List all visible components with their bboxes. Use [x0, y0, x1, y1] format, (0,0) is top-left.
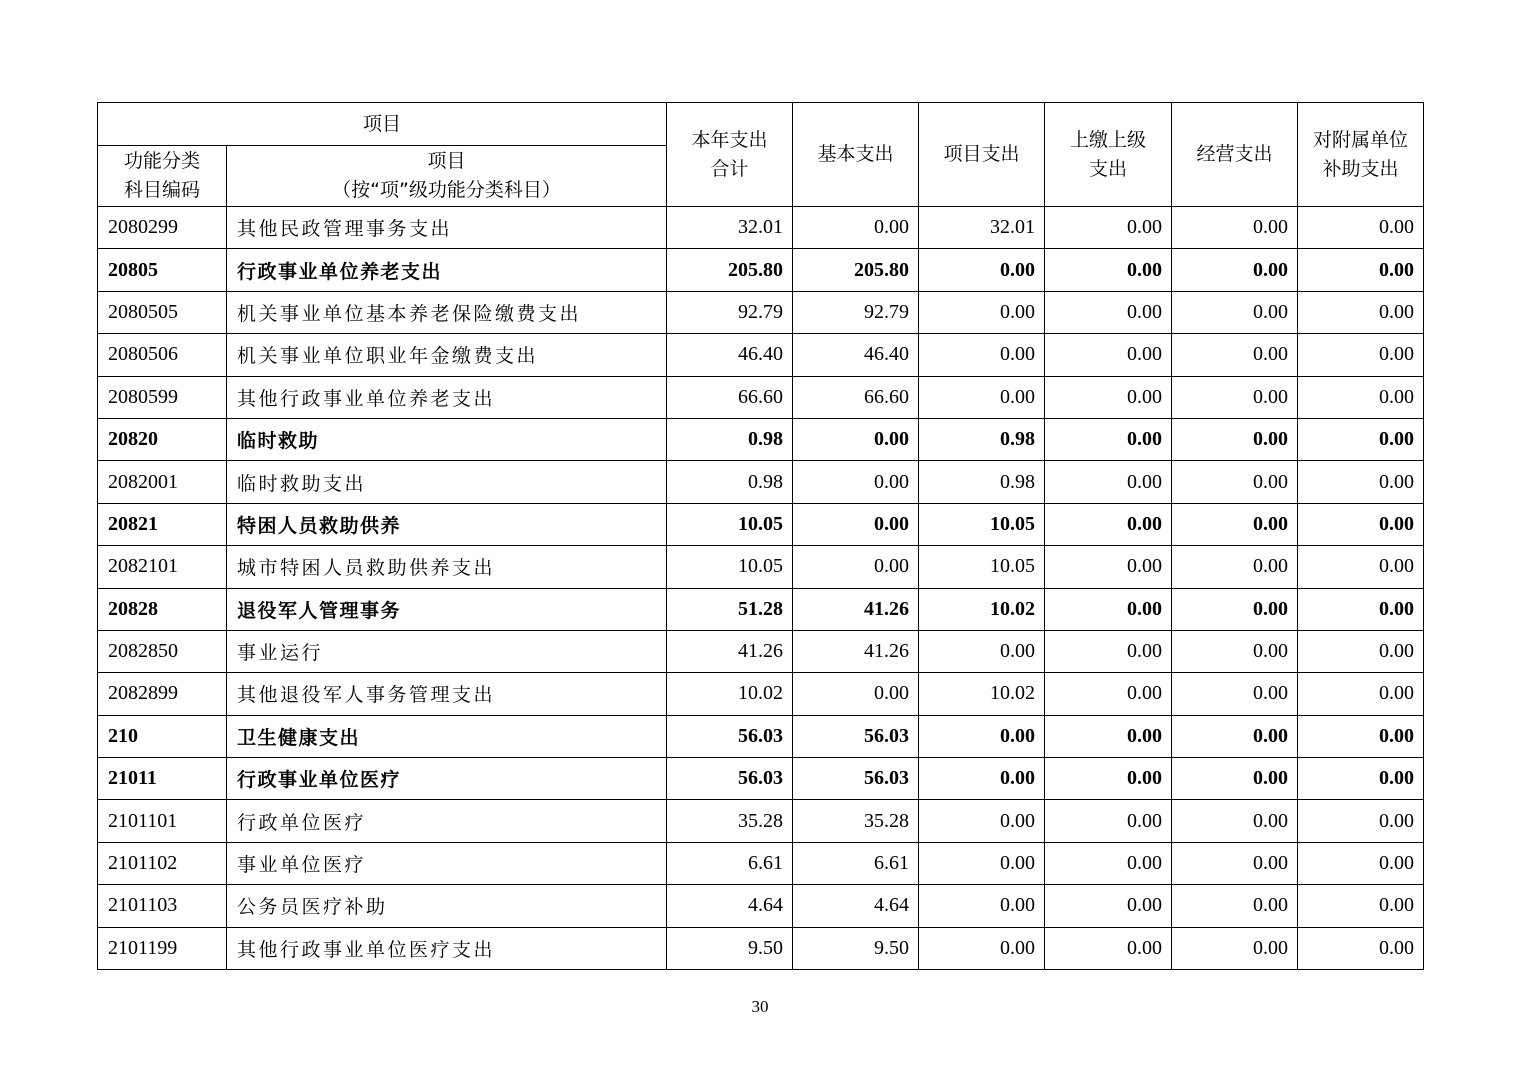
cell-code: 2101102 — [98, 842, 227, 884]
cell-code: 2082001 — [98, 461, 227, 503]
cell-basic: 4.64 — [793, 885, 919, 927]
table-header — [98, 103, 1424, 207]
header-basic: 基本支出 — [793, 103, 919, 207]
cell-subsidy: 0.00 — [1298, 376, 1424, 418]
cell-project: 32.01 — [919, 207, 1045, 249]
cell-remit: 0.00 — [1045, 249, 1172, 291]
cell-total: 4.64 — [667, 885, 793, 927]
cell-name: 机关事业单位基本养老保险缴费支出 — [227, 291, 667, 333]
cell-code: 2101103 — [98, 885, 227, 927]
cell-remit: 0.00 — [1045, 461, 1172, 503]
cell-basic: 6.61 — [793, 842, 919, 884]
cell-total: 35.28 — [667, 800, 793, 842]
header-name: 项目 （按“项”级功能分类科目） — [227, 146, 667, 207]
cell-operating: 0.00 — [1172, 673, 1298, 715]
cell-name: 事业单位医疗 — [227, 842, 667, 884]
cell-project: 0.00 — [919, 715, 1045, 757]
cell-project: 0.00 — [919, 800, 1045, 842]
cell-basic: 9.50 — [793, 927, 919, 969]
table-row — [98, 249, 1424, 291]
cell-subsidy: 0.00 — [1298, 291, 1424, 333]
cell-name: 其他退役军人事务管理支出 — [227, 673, 667, 715]
table-row — [98, 885, 1424, 927]
table-row — [98, 800, 1424, 842]
cell-project: 10.02 — [919, 588, 1045, 630]
cell-remit: 0.00 — [1045, 503, 1172, 545]
cell-name: 其他行政事业单位医疗支出 — [227, 927, 667, 969]
table-row — [98, 630, 1424, 672]
cell-name: 临时救助支出 — [227, 461, 667, 503]
cell-project: 0.00 — [919, 249, 1045, 291]
cell-operating: 0.00 — [1172, 588, 1298, 630]
cell-project: 0.00 — [919, 630, 1045, 672]
table-row — [98, 376, 1424, 418]
cell-code: 20820 — [98, 418, 227, 460]
cell-operating: 0.00 — [1172, 503, 1298, 545]
cell-operating: 0.00 — [1172, 291, 1298, 333]
cell-name: 行政事业单位医疗 — [227, 758, 667, 800]
cell-remit: 0.00 — [1045, 758, 1172, 800]
table-row — [98, 927, 1424, 969]
table-row — [98, 503, 1424, 545]
cell-basic: 0.00 — [793, 503, 919, 545]
cell-operating: 0.00 — [1172, 249, 1298, 291]
cell-remit: 0.00 — [1045, 630, 1172, 672]
table-row — [98, 673, 1424, 715]
cell-subsidy: 0.00 — [1298, 418, 1424, 460]
cell-total: 0.98 — [667, 418, 793, 460]
header-total: 本年支出 合计 — [667, 103, 793, 207]
header-project: 项目支出 — [919, 103, 1045, 207]
cell-operating: 0.00 — [1172, 376, 1298, 418]
cell-remit: 0.00 — [1045, 842, 1172, 884]
cell-remit: 0.00 — [1045, 207, 1172, 249]
cell-code: 2080299 — [98, 207, 227, 249]
cell-name: 其他民政管理事务支出 — [227, 207, 667, 249]
cell-project: 0.00 — [919, 927, 1045, 969]
table-row — [98, 758, 1424, 800]
cell-subsidy: 0.00 — [1298, 588, 1424, 630]
cell-total: 56.03 — [667, 758, 793, 800]
cell-basic: 0.00 — [793, 207, 919, 249]
cell-name: 特困人员救助供养 — [227, 503, 667, 545]
expenditure-table-container — [97, 102, 1423, 970]
cell-subsidy: 0.00 — [1298, 673, 1424, 715]
cell-project: 0.00 — [919, 758, 1045, 800]
cell-basic: 56.03 — [793, 715, 919, 757]
table-row — [98, 291, 1424, 333]
cell-remit: 0.00 — [1045, 715, 1172, 757]
cell-project: 0.00 — [919, 842, 1045, 884]
cell-remit: 0.00 — [1045, 291, 1172, 333]
cell-project: 10.05 — [919, 546, 1045, 588]
header-operating: 经营支出 — [1172, 103, 1298, 207]
cell-name: 卫生健康支出 — [227, 715, 667, 757]
cell-name: 事业运行 — [227, 630, 667, 672]
cell-total: 9.50 — [667, 927, 793, 969]
cell-subsidy: 0.00 — [1298, 461, 1424, 503]
cell-subsidy: 0.00 — [1298, 334, 1424, 376]
cell-code: 2101199 — [98, 927, 227, 969]
cell-code: 2080599 — [98, 376, 227, 418]
cell-remit: 0.00 — [1045, 546, 1172, 588]
cell-code: 2082899 — [98, 673, 227, 715]
cell-total: 10.05 — [667, 503, 793, 545]
cell-total: 56.03 — [667, 715, 793, 757]
cell-code: 2080505 — [98, 291, 227, 333]
cell-operating: 0.00 — [1172, 758, 1298, 800]
cell-remit: 0.00 — [1045, 418, 1172, 460]
cell-name: 其他行政事业单位养老支出 — [227, 376, 667, 418]
cell-remit: 0.00 — [1045, 927, 1172, 969]
cell-operating: 0.00 — [1172, 461, 1298, 503]
cell-code: 2082101 — [98, 546, 227, 588]
cell-total: 205.80 — [667, 249, 793, 291]
cell-basic: 56.03 — [793, 758, 919, 800]
table-row — [98, 588, 1424, 630]
header-row-group — [98, 103, 1424, 146]
cell-operating: 0.00 — [1172, 885, 1298, 927]
cell-code: 2082850 — [98, 630, 227, 672]
cell-subsidy: 0.00 — [1298, 503, 1424, 545]
cell-name: 退役军人管理事务 — [227, 588, 667, 630]
cell-name: 机关事业单位职业年金缴费支出 — [227, 334, 667, 376]
cell-operating: 0.00 — [1172, 418, 1298, 460]
cell-remit: 0.00 — [1045, 588, 1172, 630]
cell-operating: 0.00 — [1172, 927, 1298, 969]
cell-subsidy: 0.00 — [1298, 800, 1424, 842]
cell-name: 行政单位医疗 — [227, 800, 667, 842]
cell-operating: 0.00 — [1172, 715, 1298, 757]
cell-project: 0.00 — [919, 376, 1045, 418]
cell-operating: 0.00 — [1172, 630, 1298, 672]
cell-code: 2080506 — [98, 334, 227, 376]
header-remit: 上缴上级 支出 — [1045, 103, 1172, 207]
cell-code: 20805 — [98, 249, 227, 291]
cell-operating: 0.00 — [1172, 800, 1298, 842]
table-row — [98, 334, 1424, 376]
cell-total: 66.60 — [667, 376, 793, 418]
cell-name: 行政事业单位养老支出 — [227, 249, 667, 291]
cell-project: 0.00 — [919, 885, 1045, 927]
cell-subsidy: 0.00 — [1298, 249, 1424, 291]
cell-total: 41.26 — [667, 630, 793, 672]
cell-total: 92.79 — [667, 291, 793, 333]
cell-project: 0.00 — [919, 291, 1045, 333]
cell-subsidy: 0.00 — [1298, 758, 1424, 800]
cell-subsidy: 0.00 — [1298, 546, 1424, 588]
cell-operating: 0.00 — [1172, 334, 1298, 376]
cell-total: 6.61 — [667, 842, 793, 884]
cell-project: 0.98 — [919, 418, 1045, 460]
cell-project: 0.98 — [919, 461, 1045, 503]
cell-basic: 0.00 — [793, 461, 919, 503]
cell-name: 临时救助 — [227, 418, 667, 460]
page-number: 30 — [751, 997, 769, 1016]
header-code: 功能分类 科目编码 — [98, 146, 227, 207]
cell-basic: 0.00 — [793, 546, 919, 588]
header-group-item: 项目 — [98, 103, 667, 146]
cell-remit: 0.00 — [1045, 800, 1172, 842]
cell-code: 210 — [98, 715, 227, 757]
table-row — [98, 842, 1424, 884]
cell-subsidy: 0.00 — [1298, 885, 1424, 927]
header-subsidy: 对附属单位 补助支出 — [1298, 103, 1424, 207]
cell-total: 10.02 — [667, 673, 793, 715]
table-row — [98, 461, 1424, 503]
cell-basic: 0.00 — [793, 673, 919, 715]
cell-subsidy: 0.00 — [1298, 715, 1424, 757]
cell-total: 32.01 — [667, 207, 793, 249]
expenditure-table — [97, 102, 1424, 970]
cell-total: 51.28 — [667, 588, 793, 630]
cell-operating: 0.00 — [1172, 546, 1298, 588]
table-row — [98, 715, 1424, 757]
cell-subsidy: 0.00 — [1298, 927, 1424, 969]
cell-basic: 0.00 — [793, 418, 919, 460]
table-row — [98, 546, 1424, 588]
cell-subsidy: 0.00 — [1298, 842, 1424, 884]
cell-project: 0.00 — [919, 334, 1045, 376]
table-row — [98, 207, 1424, 249]
cell-total: 46.40 — [667, 334, 793, 376]
cell-total: 0.98 — [667, 461, 793, 503]
cell-project: 10.02 — [919, 673, 1045, 715]
cell-code: 21011 — [98, 758, 227, 800]
cell-basic: 46.40 — [793, 334, 919, 376]
cell-subsidy: 0.00 — [1298, 630, 1424, 672]
cell-operating: 0.00 — [1172, 842, 1298, 884]
table-body — [98, 207, 1424, 970]
cell-code: 2101101 — [98, 800, 227, 842]
cell-basic: 92.79 — [793, 291, 919, 333]
cell-remit: 0.00 — [1045, 376, 1172, 418]
cell-name: 公务员医疗补助 — [227, 885, 667, 927]
cell-basic: 205.80 — [793, 249, 919, 291]
cell-subsidy: 0.00 — [1298, 207, 1424, 249]
cell-basic: 66.60 — [793, 376, 919, 418]
cell-name: 城市特困人员救助供养支出 — [227, 546, 667, 588]
cell-remit: 0.00 — [1045, 673, 1172, 715]
cell-remit: 0.00 — [1045, 885, 1172, 927]
cell-code: 20821 — [98, 503, 227, 545]
cell-basic: 35.28 — [793, 800, 919, 842]
cell-code: 20828 — [98, 588, 227, 630]
cell-project: 10.05 — [919, 503, 1045, 545]
cell-basic: 41.26 — [793, 588, 919, 630]
cell-remit: 0.00 — [1045, 334, 1172, 376]
cell-operating: 0.00 — [1172, 207, 1298, 249]
table-row — [98, 418, 1424, 460]
cell-total: 10.05 — [667, 546, 793, 588]
cell-basic: 41.26 — [793, 630, 919, 672]
